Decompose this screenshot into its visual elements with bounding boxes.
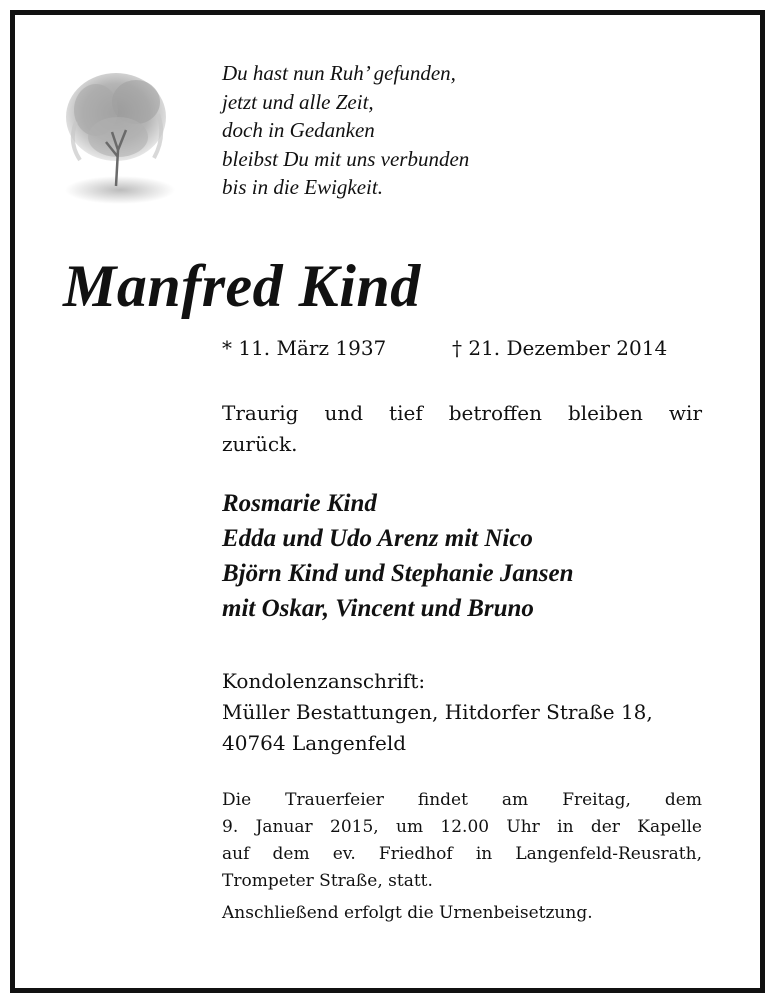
service-word: der xyxy=(590,817,620,837)
address-line: Kondolenzanschrift: xyxy=(222,669,426,693)
family-line: Björn Kind und Stephanie Jansen xyxy=(222,560,574,587)
service-word: dem xyxy=(272,844,310,864)
mourning-line: Traurig und tief betroffen bleiben wir xyxy=(222,401,702,425)
service-word: auf xyxy=(222,844,250,864)
poem-line: doch in Gedanken xyxy=(222,118,375,142)
mourning-text xyxy=(222,398,702,460)
address-line: Müller Bestattungen, Hitdorfer Straße 18, xyxy=(222,700,653,724)
service-word: Januar xyxy=(255,817,313,837)
service-word: in xyxy=(475,844,493,864)
service-word: dem xyxy=(664,790,702,810)
service-word: findet xyxy=(417,790,468,810)
service-word: 9. xyxy=(222,817,239,837)
service-word: in xyxy=(557,817,574,837)
poem-line: bis in die Ewigkeit. xyxy=(222,175,383,199)
family-line: Edda und Udo Arenz mit Nico xyxy=(222,525,533,552)
service-word: Freitag, xyxy=(562,790,631,810)
service-word: 2015, xyxy=(330,817,379,837)
deceased-name: Manfred Kind xyxy=(63,253,421,319)
condolence-address xyxy=(222,666,722,759)
service-word: ev. xyxy=(332,844,356,864)
poem-line: Du hast nun Ruh’ gefunden, xyxy=(222,61,456,85)
service-word: Friedhof xyxy=(378,844,453,864)
family-names xyxy=(222,486,702,626)
service-line xyxy=(222,787,702,814)
service-word: 12.00 xyxy=(440,817,490,837)
service-word: Uhr xyxy=(506,817,540,837)
birth-date: * 11. März 1937 xyxy=(222,336,387,360)
service-line: Trompeter Straße, statt. xyxy=(222,871,433,891)
service-word: Die xyxy=(222,790,252,810)
service-line xyxy=(222,841,702,868)
service-word: am xyxy=(501,790,529,810)
service-word: Kapelle xyxy=(637,817,702,837)
poem-line: jetzt und alle Zeit, xyxy=(222,89,374,114)
tree-illustration xyxy=(58,62,178,212)
family-line: mit Oskar, Vincent und Bruno xyxy=(222,595,534,622)
service-word: Trauerfeier xyxy=(285,790,384,810)
service-word: um xyxy=(396,817,424,837)
family-line: Rosmarie Kind xyxy=(222,490,377,517)
funeral-service-info xyxy=(222,787,702,895)
poem-line: bleibst Du mit uns verbunden xyxy=(222,146,470,171)
closing-note: Anschließend erfolgt die Urnenbeisetzung. xyxy=(222,903,593,923)
service-word: Langenfeld-Reusrath, xyxy=(515,844,702,864)
mourning-line: zurück. xyxy=(222,432,298,456)
service-line xyxy=(222,814,702,841)
memorial-poem xyxy=(222,59,642,202)
address-line: 40764 Langenfeld xyxy=(222,731,407,755)
death-date: † 21. Dezember 2014 xyxy=(452,336,668,360)
